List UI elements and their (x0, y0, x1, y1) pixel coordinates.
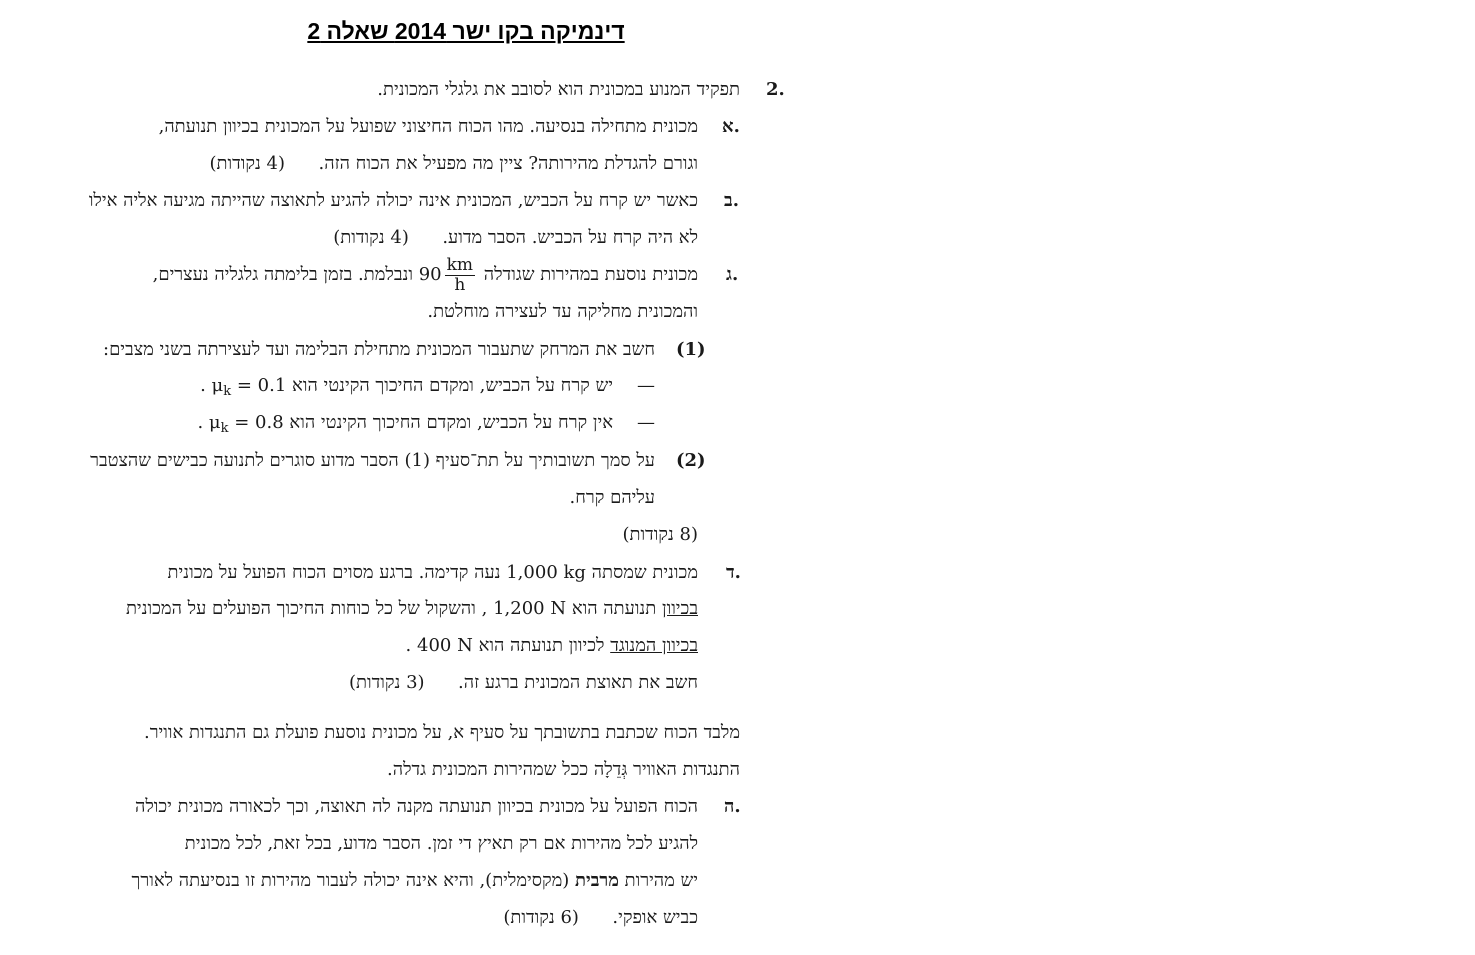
part-d-line-1-end: נעה קדימה. ברגע מסוים הכוח הפועל על מכונית (167, 562, 501, 583)
part-e-line-3-end: (מקסימלית), והיא אינה יכולה לעבור מהירות זו בנסיעתה לאורך (131, 870, 570, 891)
context-line-2: התנגדות האוויר גְּדֵלָה ככל שמהירות המכונית גדלה. (387, 759, 740, 780)
direction-underlined: בכיוון (662, 598, 698, 619)
case-1-text: יש קרח על הכביש, ומקדם החיכוך הקינטי הוא (292, 375, 613, 396)
case-2-mu: μ (208, 412, 221, 433)
part-e-line-4 (503, 906, 698, 930)
part-e-line-3-bold: מרבית (575, 870, 619, 891)
part-c-marker: ג. (726, 264, 739, 285)
speed-unit-numerator: km (446, 254, 474, 275)
part-a-line-2 (209, 152, 698, 176)
part-d-line-2-mid: תנועתה הוא (571, 598, 657, 619)
case-2-line (197, 411, 613, 441)
part-d-line-2-end: , והשקול של כל כוחות החיכוך הפועלים על המכונית (125, 598, 488, 619)
part-d-line-1 (168, 561, 698, 585)
speed-value: 90 (418, 264, 442, 285)
part-e-points: (6 נקודות) (503, 907, 579, 928)
part-c-line-1 (153, 254, 698, 296)
case-1-formula (212, 374, 287, 404)
part-d-line-3-end: . (405, 635, 412, 656)
case-2-dash: — (637, 412, 655, 433)
part-e-line-3 (132, 869, 698, 893)
force-1-value: 1,200 N (493, 598, 567, 619)
part-c-line-2: והמכונית מחליקה עד לעצירה מוחלטת. (427, 301, 698, 322)
case-2-value: = 0.8 (234, 412, 284, 433)
part-c-line-1-end: ונבלמת. בזמן בלימתה גלגליה נעצרים, (152, 264, 413, 285)
mass-value: 1,000 kg (506, 562, 586, 583)
part-c-points: (8 נקודות) (622, 524, 698, 545)
part-e-line-2: להגיע לכל מהירות אם רק תאיץ די זמן. הסבר מדוע, בכל זאת, לכל מכונית (184, 833, 698, 854)
part-d-line-3 (406, 634, 698, 658)
case-2-subscript: k (220, 421, 229, 436)
question-number: 2. (766, 79, 785, 100)
case-1-mu: μ (211, 375, 224, 396)
part-e-line-4-text: כביש אופקי. (612, 907, 698, 928)
case-1-value: = 0.1 (236, 375, 287, 396)
part-d-line-3-mid: לכיוון תנועתה הוא (478, 635, 605, 656)
part-a-marker: א. (722, 116, 740, 137)
part-b-points: (4 נקודות) (333, 227, 409, 248)
part-c-sub-2-number: (2) (676, 450, 706, 471)
part-c-sub-2-line-1: על סמך תשובותיך על תת־סעיף (1) הסבר מדוע סוגרים לתנועה כבישים שהצטבר (90, 450, 655, 471)
part-d-line-1-start: מכונית שמסתה (591, 562, 698, 583)
part-b-marker: ב. (724, 190, 739, 211)
force-2-value: 400 N (417, 635, 473, 656)
part-b-line-2 (333, 226, 698, 250)
case-2-text: אין קרח על הכביש, ומקדם החיכוך הקינטי הוא (289, 412, 613, 433)
case-1-period: . (200, 375, 206, 396)
part-c-sub-1-number: (1) (676, 339, 706, 360)
part-c-sub-1-text: חשב את המרחק שתעבור המכונית מתחילת הבלימה ועד לעצירתה בשני מצבים: (103, 339, 655, 360)
part-a-points: (4 נקודות) (209, 153, 286, 174)
context-line-1: מלבד הכוח שכתבת בתשובתך על סעיף א, על מכונית נוסעת פועלת גם התנגדות אוויר. (143, 722, 740, 743)
part-b-line-1: כאשר יש קרח על הכביש, המכונית אינה יכולה להגיע לתאוצה שהייתה מגיעה אליה אילו (88, 190, 698, 211)
case-1-line (200, 374, 613, 404)
part-e-marker: ה. (724, 796, 741, 817)
part-d-points: (3 נקודות) (349, 672, 425, 693)
part-d-line-4-text: חשב את תאוצת המכונית ברגע זה. (458, 672, 698, 693)
question-intro: תפקיד המנוע במכונית הוא לסובב את גלגלי המכונית. (377, 79, 740, 100)
part-c-sub-2-line-2: עליהם קרח. (569, 487, 655, 508)
part-e-line-3-start: יש מהירות (624, 870, 698, 891)
part-b-line-2-text: לא היה קרח על הכביש. הסבר מדוע. (442, 227, 698, 248)
opposite-direction-underlined: בכיוון המנוגד (610, 635, 698, 656)
speed-unit-fraction (445, 254, 475, 295)
page-title: דינמיקה בקו ישר 2014 שאלה 2 (307, 18, 625, 44)
part-a-line-1: מכונית מתחילה בנסיעה. מהו הכוח החיצוני שפועל על המכונית בכיוון תנועתה, (158, 116, 698, 137)
case-2-formula (209, 411, 284, 441)
speed-expression (419, 254, 478, 296)
part-d-line-2 (126, 597, 698, 621)
part-a-line-2-text: וגורם להגדלת מהירותה? ציין מה מפעיל את הכוח הזה. (318, 153, 698, 174)
part-c-line-1-start: מכונית נוסעת במהירות שגודלה (483, 264, 698, 285)
part-d-line-4 (349, 671, 698, 695)
case-1-dash: — (637, 375, 655, 396)
part-e-line-1: הכוח הפועל על מכונית בכיוון תנועתה מקנה לה תאוצה, וכך לכאורה מכונית יכולה (134, 796, 698, 817)
speed-unit-denominator: h (454, 274, 466, 295)
case-1-subscript: k (223, 384, 232, 399)
part-d-marker: ד. (726, 562, 741, 583)
case-2-period: . (197, 412, 204, 433)
